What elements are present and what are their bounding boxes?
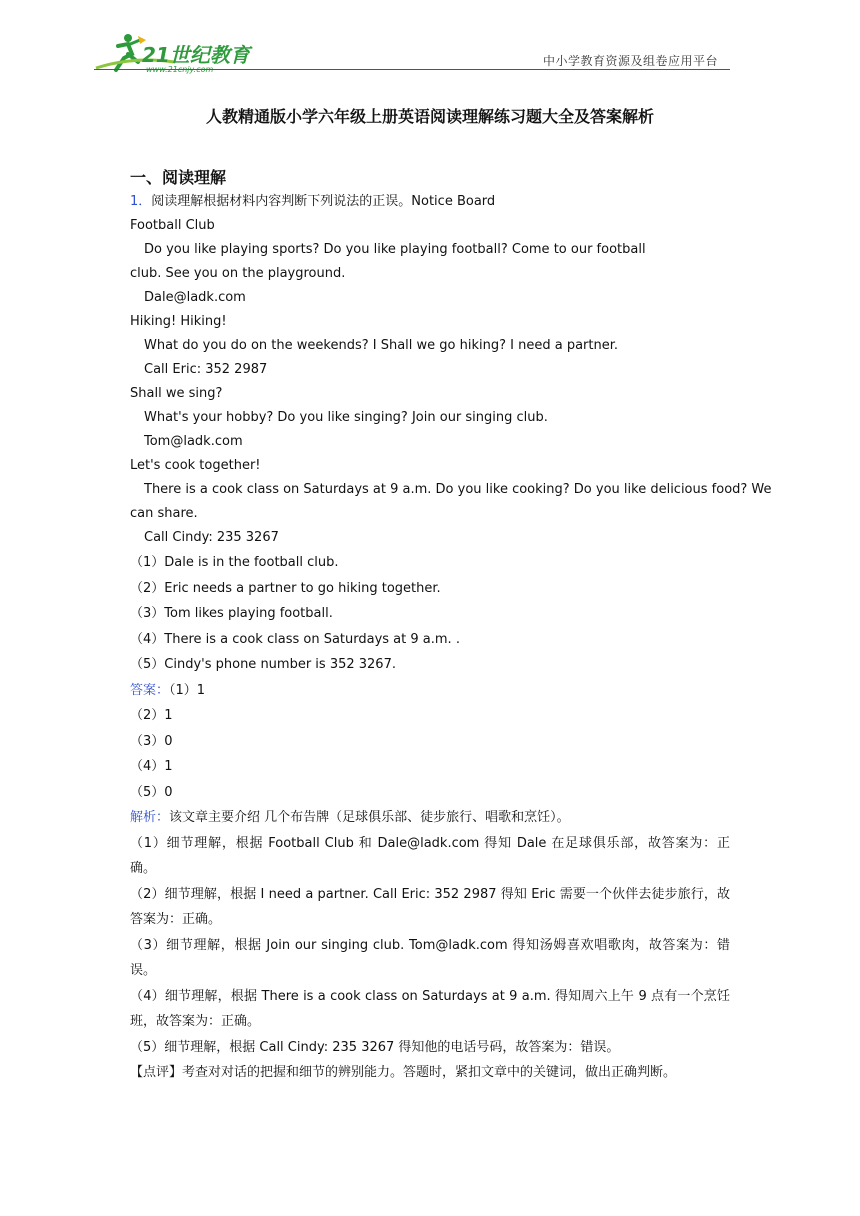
passage-line: What's your hobby? Do you like singing? Join our singing club. [144,410,548,425]
question-number: 1． [130,194,152,209]
answer-line [130,678,730,704]
analysis-item: （4）细节理解，根据 There is a cook class on Saturdays at 9 a.m. 得知周六上午 9 点有一个烹饪班，故答案为：正确。 [130,988,730,1029]
logo-runner-icon [94,32,264,74]
answer-value: （1）1 [169,682,206,698]
passage-line: Call Eric: 352 2987 [144,362,268,377]
passage-line: Dale@ladk.com [144,290,246,305]
passage-line: Call Cindy: 235 3267 [144,530,279,545]
statement-item: （3）Tom likes playing football. [130,606,333,621]
passage [130,214,772,550]
analysis-summary-text: 该文章主要介绍 几个布告牌（足球俱乐部、徒步旅行、唱歌和烹饪）。 [169,810,570,825]
statement-item: （5）Cindy's phone number is 352 3267. [130,657,396,672]
analysis-item: （1）细节理解，根据 Football Club 和 Dale@ladk.com 得知 Dale 在足球俱乐部，故答案为：正确。 [130,835,730,876]
statement-item: （4）There is a cook class on Saturdays at 9 a.m. . [130,631,460,647]
answer-line: （5）0 [130,784,173,800]
analysis-summary [130,805,730,831]
analysis-label: 解析： [130,810,170,825]
platform-name: 中小学教育资源及组卷应用平台 [542,54,718,68]
analysis-comment: 【点评】考查对对话的把握和细节的辨别能力。答题时，紧扣文章中的关键词，做出正确判断。 [130,1065,677,1080]
page-header [94,32,730,72]
answer-block [130,678,730,806]
passage-line: Shall we sing? [130,386,223,401]
passage-line: club. See you on the playground. [130,266,346,281]
passage-line: Let's cook together! [130,458,261,473]
analysis-block [130,805,730,1086]
logo-text: 21世纪教育 [142,43,250,67]
document-title: 人教精通版小学六年级上册英语阅读理解练习题大全及答案解析 [205,107,654,126]
analysis-item: （2）细节理解，根据 I need a partner. Call Eric: 352 2987 得知 Eric 需要一个伙伴去徒步旅行，故答案为：正确。 [130,886,730,927]
logo [94,32,264,74]
passage-line: What do you do on the weekends? I Shall we go hiking? I need a partner. [144,338,619,353]
passage-line: Hiking! Hiking! [130,314,227,329]
answer-line: （2）1 [130,708,173,723]
header-divider [94,69,730,70]
answer-line: （4）1 [130,759,173,774]
statements-list [130,550,730,678]
document-body [130,166,772,1086]
passage-line: There is a cook class on Saturdays at 9 a.m. Do you like cooking? Do you like delicious food? We [144,482,772,497]
analysis-item: （5）细节理解，根据 Call Cindy: 235 3267 得知他的电话号码，故答案为：错误。 [130,1039,620,1055]
statement-item: （2）Eric needs a partner to go hiking together. [130,580,441,596]
answer-label: 答案： [130,682,170,698]
section-heading: 一、阅读理解 [130,168,227,187]
question-intro-text: 阅读理解根据材料内容判断下列说法的正误。Notice Board [151,194,496,209]
statement-item: （1）Dale is in the football club. [130,555,339,570]
logo-url-text: www.21cnjy.com [146,65,214,74]
passage-line: Tom@ladk.com [144,434,243,449]
passage-line: can share. [130,506,198,521]
answer-line: （3）0 [130,733,173,749]
passage-line: Football Club [130,218,215,233]
question-intro [130,190,730,214]
passage-line: Do you like playing sports? Do you like playing football? Come to our football [144,242,646,257]
analysis-item: （3）细节理解，根据 Join our singing club. Tom@ladk.com 得知汤姆喜欢唱歌肉，故答案为：错误。 [130,937,730,978]
